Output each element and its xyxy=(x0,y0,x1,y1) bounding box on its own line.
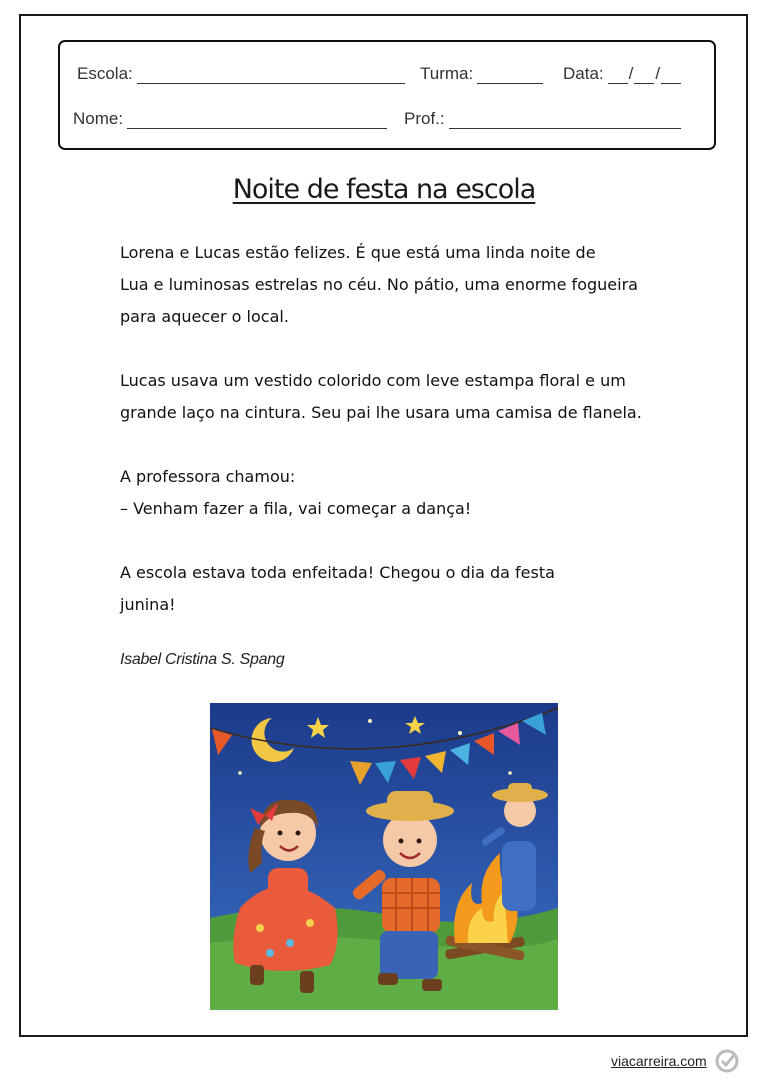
turma-line[interactable] xyxy=(477,66,543,84)
text-line: – Venham fazer a fila, vai começar a dança! xyxy=(120,499,472,518)
paragraph-1 xyxy=(120,237,680,333)
text-line: Lua e luminosas estrelas no céu. No pátio, uma enorme fogueira xyxy=(120,275,638,294)
illustration-svg xyxy=(210,703,558,1010)
data-field[interactable] xyxy=(563,64,681,84)
turma-field[interactable] xyxy=(420,64,543,84)
data-label: Data: xyxy=(563,64,604,83)
student-info-box xyxy=(58,40,716,150)
paragraph-2 xyxy=(120,365,680,429)
prof-field[interactable] xyxy=(404,109,681,129)
festa-junina-illustration xyxy=(210,703,558,1010)
viacarreira-logo-icon xyxy=(715,1049,739,1073)
footer xyxy=(611,1049,739,1073)
month-blank[interactable] xyxy=(634,66,654,84)
prof-label: Prof.: xyxy=(404,109,445,128)
paragraph-4 xyxy=(120,557,680,621)
prof-line[interactable] xyxy=(449,111,681,129)
year-blank[interactable] xyxy=(661,66,681,84)
date-sep: / xyxy=(655,64,661,83)
turma-label: Turma: xyxy=(420,64,474,83)
date-sep: / xyxy=(628,64,634,83)
paragraph-3 xyxy=(120,461,680,525)
text-line: para aquecer o local. xyxy=(120,307,289,326)
escola-field[interactable] xyxy=(77,64,405,84)
viacarreira-link[interactable]: viacarreira.com xyxy=(611,1053,707,1069)
nome-label: Nome: xyxy=(73,109,124,128)
date-blanks[interactable] xyxy=(608,64,681,84)
nome-line[interactable] xyxy=(127,111,387,129)
text-line: A escola estava toda enfeitada! Chegou o dia da festa xyxy=(120,563,555,582)
text-line: grande laço na cintura. Seu pai lhe usara uma camisa de flanela. xyxy=(120,403,642,422)
escola-line[interactable] xyxy=(137,66,405,84)
text-line: Lorena e Lucas estão felizes. É que está uma linda noite de xyxy=(120,243,596,262)
author-name: Isabel Cristina S. Spang xyxy=(120,651,285,668)
text-line: Lucas usava um vestido colorido com leve estampa floral e um xyxy=(120,371,626,390)
page-title: Noite de festa na escola xyxy=(232,174,536,205)
text-line: junina! xyxy=(120,595,176,614)
day-blank[interactable] xyxy=(608,66,628,84)
escola-label: Escola: xyxy=(77,64,133,83)
text-line: A professora chamou: xyxy=(120,467,296,486)
nome-field[interactable] xyxy=(73,109,387,129)
